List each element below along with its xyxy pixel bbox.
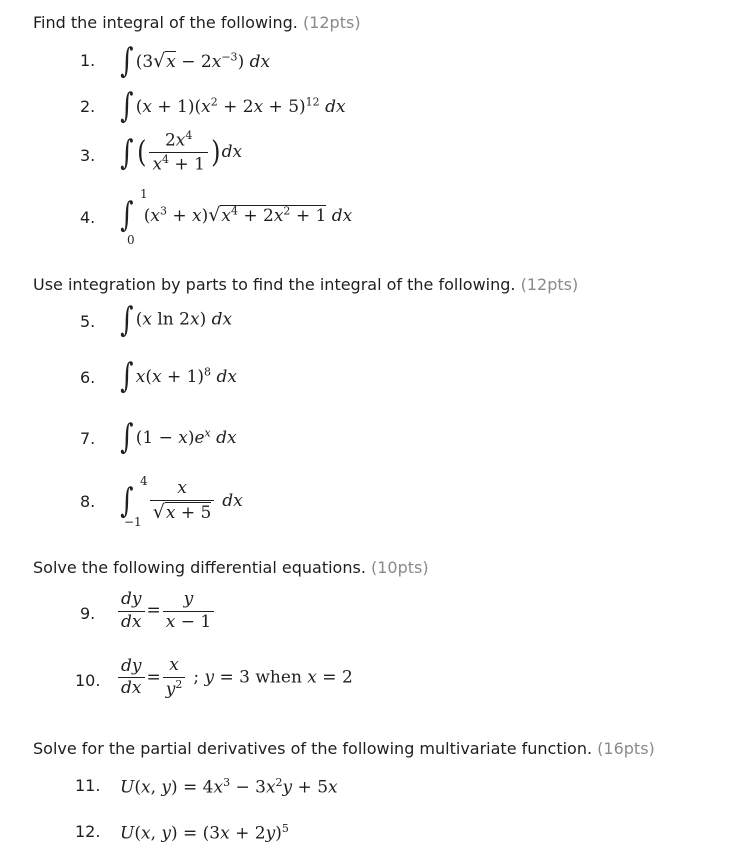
problem-number-12: 12.	[75, 822, 101, 841]
section-title: Solve the following differential equations.	[33, 558, 366, 577]
problem-number-7: 7.	[80, 429, 96, 448]
problem-number-10: 10.	[75, 671, 101, 690]
initial-condition: y = 3 when x = 2	[204, 667, 353, 688]
denominator: dx	[121, 611, 142, 632]
section-points: (12pts)	[302, 13, 361, 32]
section-points: (12pts)	[520, 275, 579, 294]
problem-9-expression	[116, 590, 216, 632]
problem-1-expression	[118, 41, 271, 81]
differential: dx	[222, 490, 243, 511]
integral-sign: ∫	[120, 86, 134, 126]
integral-sign: ∫	[120, 41, 134, 81]
right-paren: )	[211, 134, 221, 170]
section-heading-differential-equations	[33, 558, 429, 577]
problem-10-expression	[116, 656, 353, 700]
integral-sign: ∫	[120, 356, 134, 396]
upper-limit: 1	[140, 187, 148, 201]
separator: ;	[193, 667, 205, 688]
integral-sign: ∫	[120, 132, 134, 173]
fraction	[150, 479, 215, 523]
denominator: x − 1	[165, 611, 212, 632]
problem-6-expression	[118, 356, 237, 396]
numerator: $2x^4$	[149, 130, 207, 153]
expr-body: (x ln 2x) dx	[135, 309, 233, 330]
lower-limit: 0	[127, 233, 135, 247]
problem-2-expression	[118, 86, 346, 126]
integral-sign: ∫	[120, 300, 134, 340]
problem-number-9: 9.	[80, 604, 96, 623]
problem-number-5: 5.	[80, 312, 96, 331]
integral-sign: ∫	[120, 417, 134, 457]
expr-body: $(x + 1)(x^2 + 2x + 5)^{12}$ dx	[135, 95, 346, 117]
lhs-fraction	[118, 657, 145, 699]
problem-number-8: 8.	[80, 492, 96, 511]
section-title: Solve for the partial derivatives of the following multivariate function.	[33, 739, 593, 758]
expr-body: $x(x + 1)^8$ dx	[135, 365, 237, 387]
rhs-fraction	[163, 656, 186, 700]
numerator: y	[163, 590, 214, 612]
problem-11-expression: U(x, $y) = 4x^3 - 3x^2y + 5x$	[120, 776, 338, 798]
section-title: Use integration by parts to find the integral of the following.	[33, 275, 516, 294]
problem-4-expression	[118, 195, 353, 235]
numerator: x	[163, 656, 186, 678]
problem-5-expression	[118, 300, 233, 340]
problem-number-3: 3.	[80, 146, 96, 165]
problem-8-expression	[118, 479, 243, 523]
rhs-fraction	[163, 590, 214, 632]
differential: dx	[221, 142, 243, 163]
expr-body: $(x^3 + x)√x^4 + 2x^2 + 1$ dx	[143, 203, 353, 226]
problem-number-11: 11.	[75, 776, 101, 795]
lower-limit: −1	[124, 515, 142, 529]
denominator: √x + 5	[152, 500, 212, 523]
section-heading-partial-derivatives	[33, 739, 655, 758]
section-points: (10pts)	[371, 558, 429, 577]
numerator: dy	[118, 590, 145, 612]
upper-limit: 4	[140, 474, 148, 488]
problem-7-expression	[118, 417, 237, 457]
problem-number-4: 4.	[80, 208, 96, 227]
denominator: dx	[121, 678, 142, 699]
section-title: Find the integral of the following.	[33, 13, 298, 32]
fraction	[149, 130, 207, 175]
integral-sign: ∫	[120, 481, 134, 522]
problem-3-expression	[118, 130, 242, 175]
numerator: x	[150, 479, 215, 501]
section-points: (16pts)	[597, 739, 655, 758]
section-heading-integrals	[33, 13, 361, 32]
problem-number-2: 2.	[80, 97, 96, 116]
expr-body: $(3√x - 2x^{-3})$ dx	[135, 49, 271, 72]
numerator: dy	[118, 657, 145, 679]
lhs-fraction	[118, 590, 145, 632]
integral-sign: ∫	[120, 195, 134, 235]
denominator: $y^2$	[165, 677, 183, 700]
expr-body: $(1 - x)e^x$ dx	[135, 426, 237, 448]
equals-sign: =	[146, 600, 161, 621]
equals-sign: =	[146, 667, 161, 688]
problem-number-1: 1.	[80, 51, 96, 70]
problem-number-6: 6.	[80, 368, 96, 387]
left-paren: (	[136, 134, 147, 170]
section-heading-integration-by-parts	[33, 275, 578, 294]
denominator: $x^4 + 1$	[152, 153, 205, 175]
problem-12-expression: U(x, $y) = (3x + 2y)^5$	[120, 822, 289, 844]
